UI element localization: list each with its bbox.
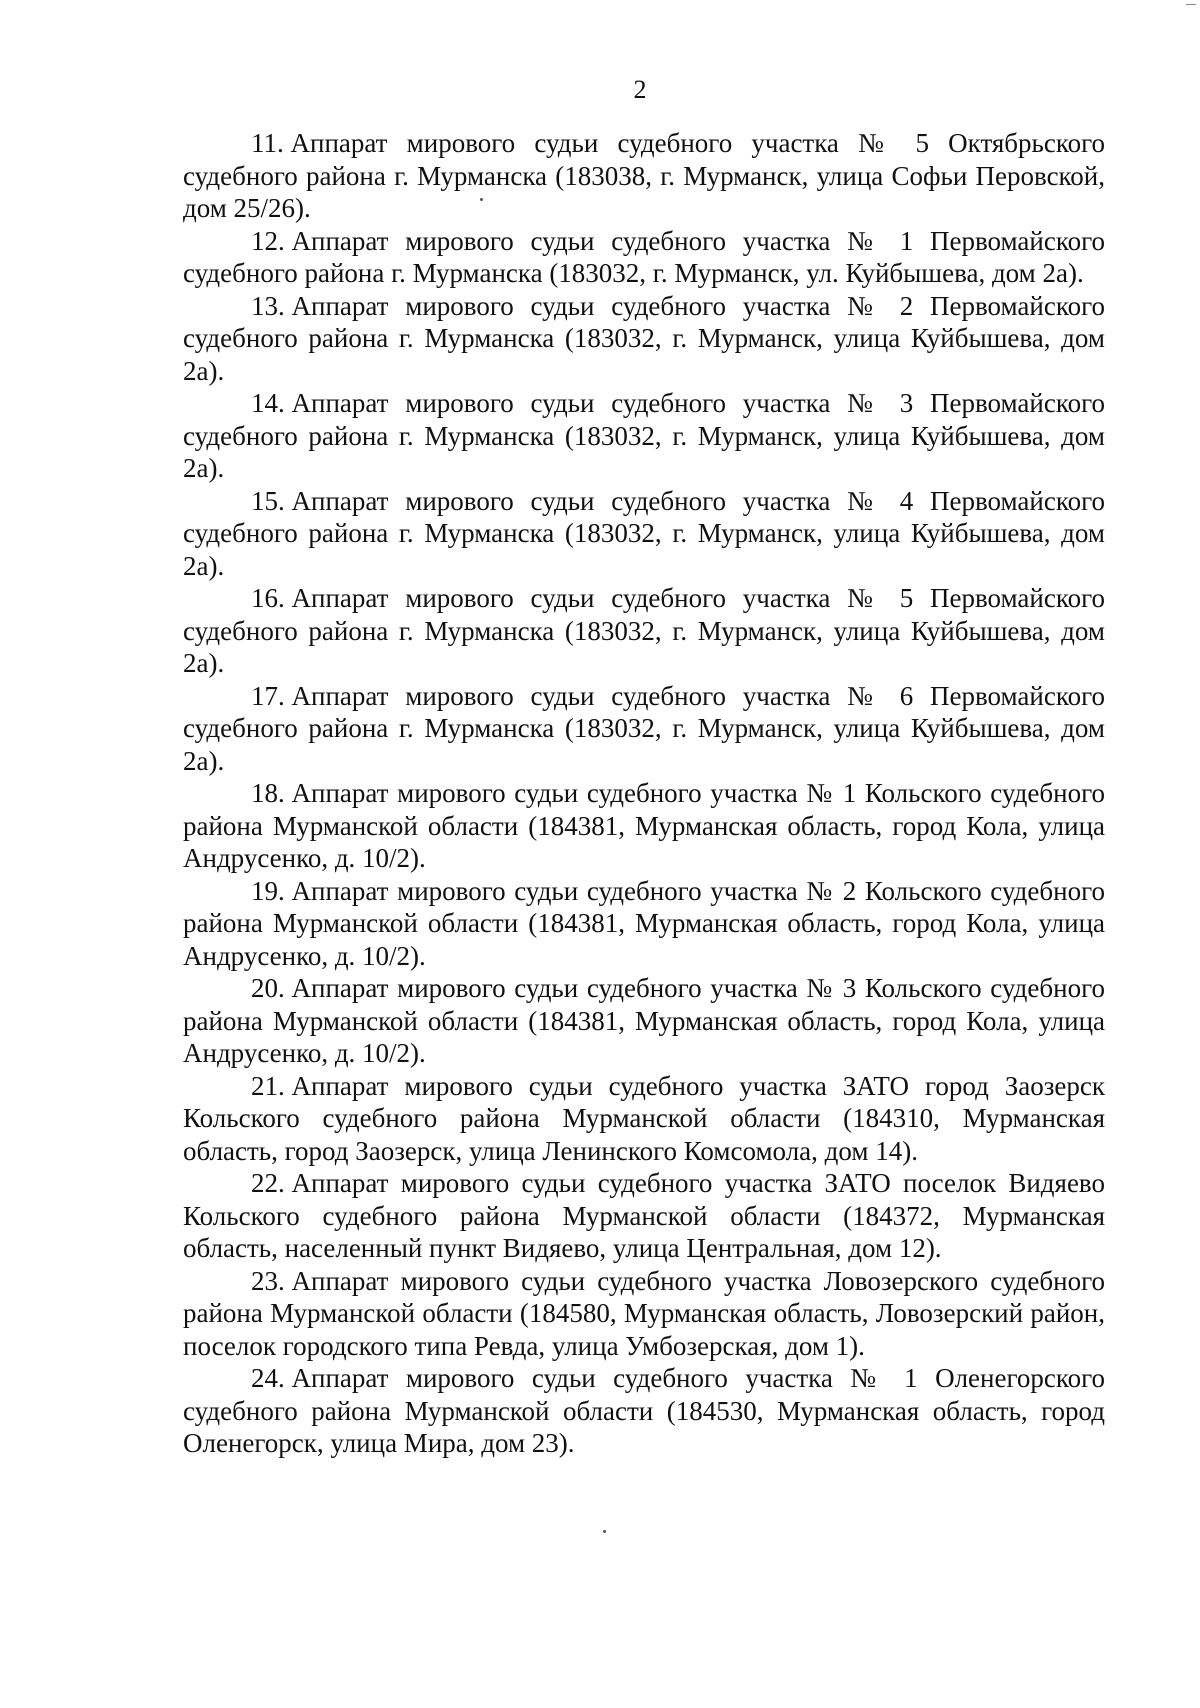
item-text: Аппарат мирового судьи судебного участка Ловозерского судебного района Мурманской области (184580, Мурманская область, Ловозерский район, поселок городского типа Ревда, улица Умбозерская, дом 1). <box>183 1265 1105 1361</box>
list-item <box>183 1362 1105 1460</box>
item-number: 20. <box>251 973 285 1003</box>
list-item <box>183 485 1105 583</box>
list-item <box>183 290 1105 388</box>
item-text: Аппарат мирового судьи судебного участка № 1 Кольского судебного района Мурманской области (184381, Мурманская область, город Кола, улица Андрусенко, д. 10/2). <box>183 778 1105 873</box>
item-text: Аппарат мирового судьи судебного участка ЗАТО поселок Видяево Кольского судебного района Мурманской области (184372, Мурманская область, населенный пункт Видяево, улица Центральная, дом 12). <box>183 1168 1105 1263</box>
list-item <box>183 387 1105 485</box>
list-item <box>183 582 1105 680</box>
item-number: 14. <box>251 388 285 418</box>
court-apparatus-list <box>183 127 1105 1460</box>
item-number: 18. <box>251 778 285 808</box>
page-number: 2 <box>633 75 647 104</box>
list-item <box>183 225 1105 290</box>
item-number: 21. <box>251 1070 285 1101</box>
item-text: Аппарат мирового судьи судебного участка № 5 Октябрьского судебного района г. Мурманска (183038, г. Мурманск, улица Софьи Перовской, дом 25/26). <box>183 128 1105 223</box>
item-number: 11. <box>251 128 284 158</box>
item-text: Аппарат мирового судьи судебного участка № 6 Первомайского судебного района г. Мурманска (183032, г. Мурманск, улица Куйбышева, дом 2а). <box>183 680 1105 776</box>
item-number: 15. <box>251 485 285 516</box>
list-item <box>183 777 1105 875</box>
item-text: Аппарат мирового судьи судебного участка № 4 Первомайского судебного района г. Мурманска (183032, г. Мурманск, улица Куйбышева, дом 2а). <box>183 485 1105 581</box>
item-text: Аппарат мирового судьи судебного участка № 2 Первомайского судебного района г. Мурманска (183032, г. Мурманск, улица Куйбышева, дом 2а). <box>183 290 1105 386</box>
list-item <box>183 875 1105 973</box>
item-text: Аппарат мирового судьи судебного участка № 3 Первомайского судебного района г. Мурманска (183032, г. Мурманск, улица Куйбышева, дом 2а). <box>183 388 1105 483</box>
item-text: Аппарат мирового судьи судебного участка № 1 Оленегорского судебного района Мурманской области (184530, Мурманская область, город Оленегорск, улица Мира, дом 23). <box>183 1363 1105 1458</box>
list-item <box>183 1167 1105 1265</box>
list-item <box>183 972 1105 1070</box>
item-number: 17. <box>251 680 285 711</box>
list-item <box>183 680 1105 778</box>
list-item <box>183 1070 1105 1168</box>
list-item <box>183 1265 1105 1363</box>
list-item <box>183 127 1105 225</box>
item-number: 19. <box>251 875 285 906</box>
item-number: 22. <box>251 1168 285 1198</box>
scan-dot <box>603 1530 606 1533</box>
item-text: Аппарат мирового судьи судебного участка № 1 Первомайского судебного района г. Мурманска (183032, г. Мурманск, ул. Куйбышева, дом 2а). <box>183 225 1105 288</box>
item-number: 16. <box>251 583 285 613</box>
scan-dot <box>480 198 483 201</box>
item-text: Аппарат мирового судьи судебного участка ЗАТО город Заозерск Кольского судебного района Мурманской области (184310, Мурманская область, город Заозерск, улица Ленинского Комсомола, дом 14). <box>183 1070 1105 1166</box>
item-text: Аппарат мирового судьи судебного участка № 5 Первомайского судебного района г. Мурманска (183032, г. Мурманск, улица Куйбышева, дом 2а). <box>183 583 1105 678</box>
item-number: 13. <box>251 290 285 321</box>
scan-artifact <box>1186 4 1196 5</box>
item-text: Аппарат мирового судьи судебного участка № 2 Кольского судебного района Мурманской области (184381, Мурманская область, город Кола, улица Андрусенко, д. 10/2). <box>183 875 1105 971</box>
item-number: 12. <box>251 225 285 256</box>
item-number: 24. <box>251 1363 285 1393</box>
item-text: Аппарат мирового судьи судебного участка № 3 Кольского судебного района Мурманской области (184381, Мурманская область, город Кола, улица Андрусенко, д. 10/2). <box>183 973 1105 1068</box>
item-number: 23. <box>251 1265 285 1296</box>
